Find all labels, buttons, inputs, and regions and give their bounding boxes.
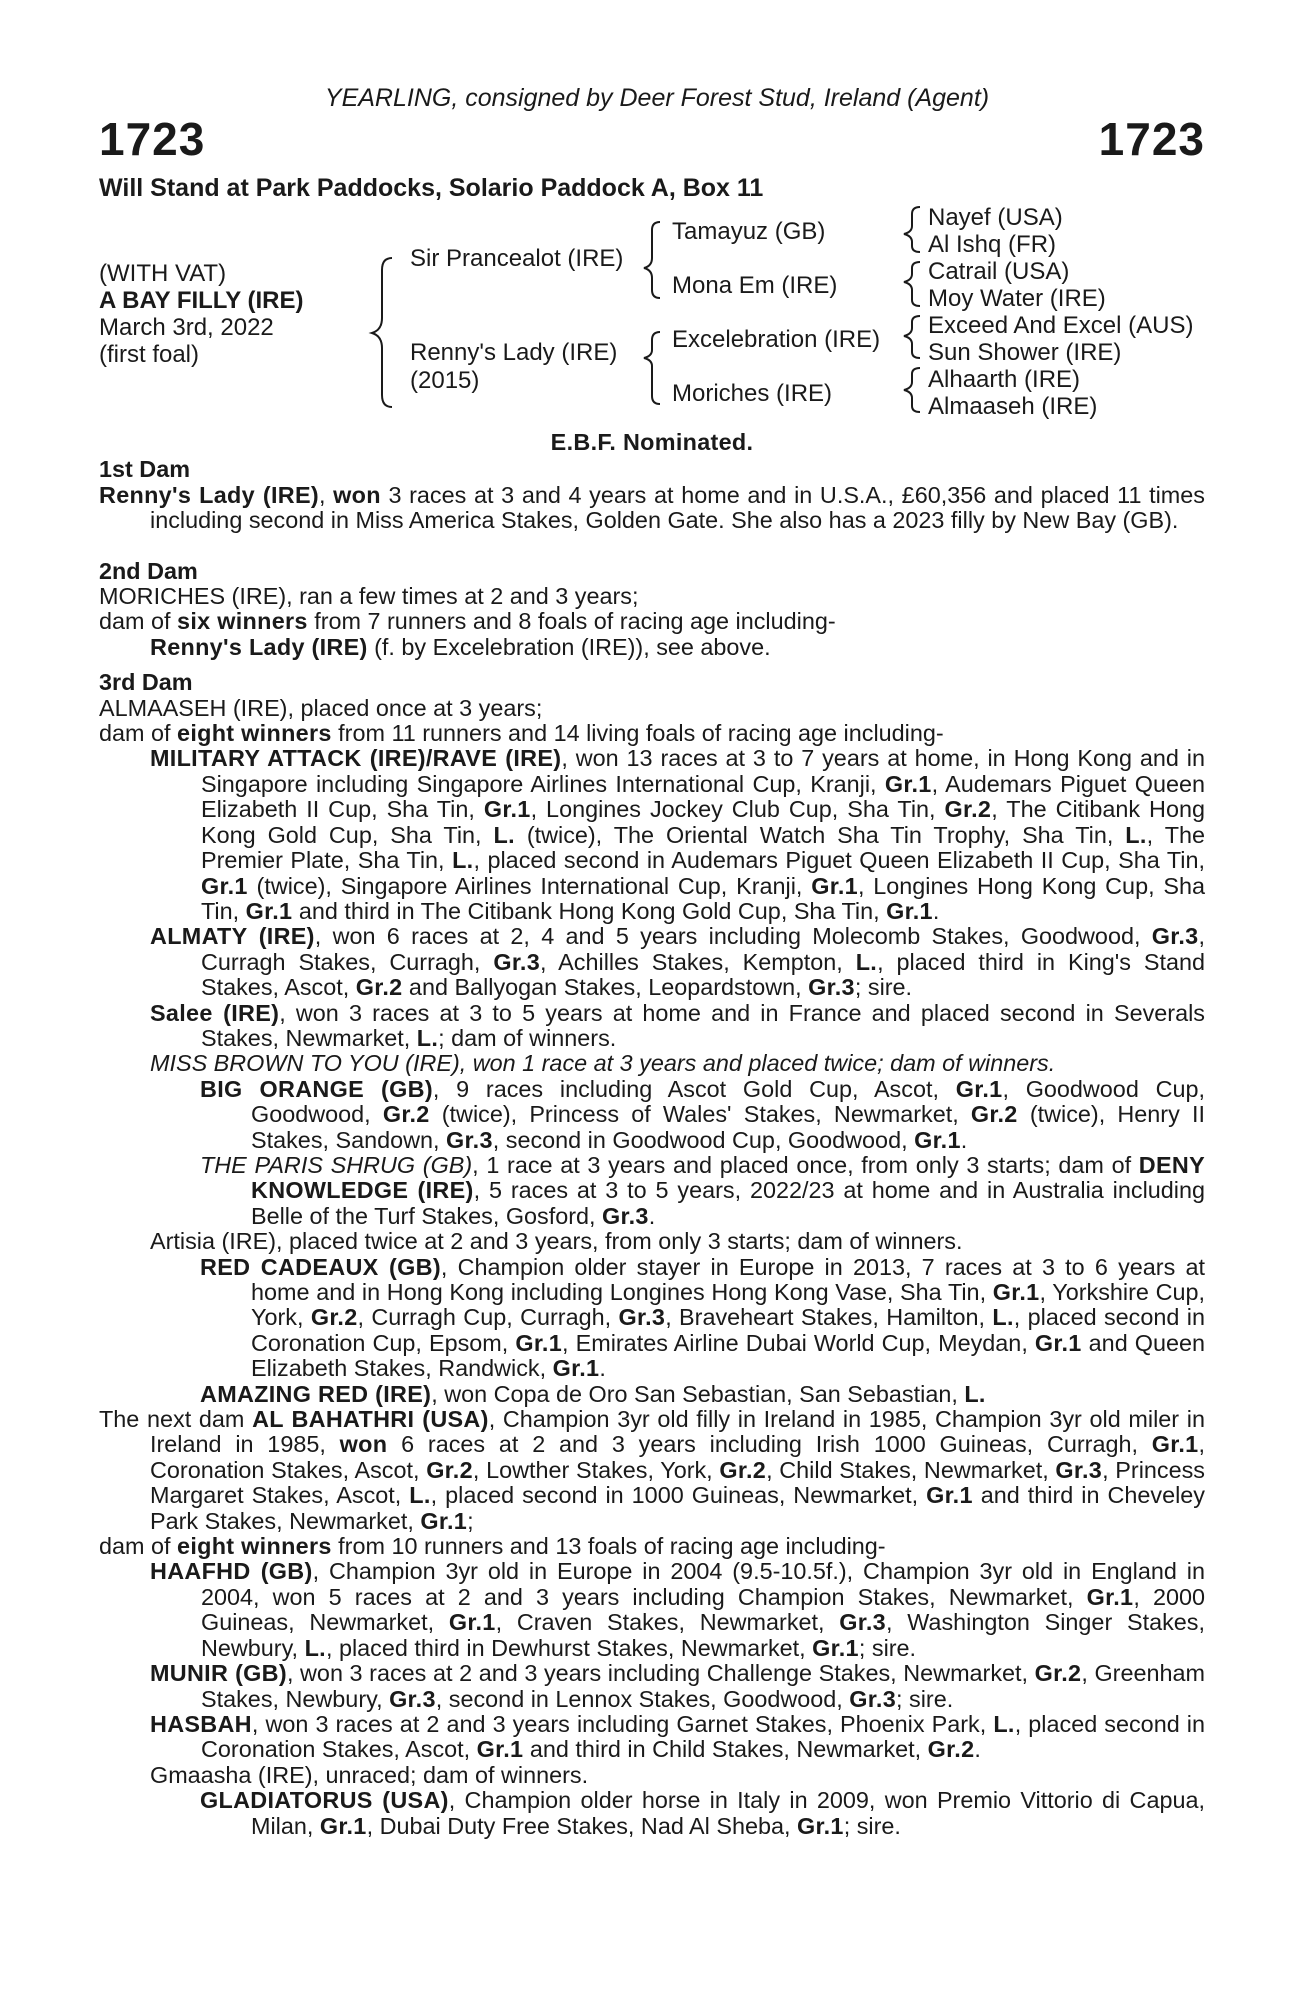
bold-text: Gr.2 [426, 1456, 473, 1483]
text-run: and third in The Citibank Hong Kong Gold Cup, Sha Tin, [292, 897, 887, 924]
bold-text: Gr.1 [886, 897, 933, 924]
bold-text: L. [992, 1304, 1014, 1331]
consignment-subtitle: YEARLING, consigned by Deer Forest Stud, Ireland (Agent) [324, 84, 990, 112]
text-run: and third in Cheveley Park Stakes, Newmarket, [150, 1482, 1205, 1534]
bold-text: DENY KNOWLEDGE (IRE) [251, 1151, 1205, 1204]
paragraph [99, 1229, 1205, 1254]
text-run: THE PARIS SHRUG (GB) [200, 1151, 473, 1178]
text-run: , Greenham Stakes, Newbury, [201, 1660, 1205, 1712]
text-run: , Coronation Stakes, Ascot, [150, 1431, 1205, 1483]
bold-text: Gr.1 [1086, 1583, 1134, 1610]
text-run: , Child Stakes, Newmarket, [766, 1456, 1056, 1483]
text-run: dam of [99, 608, 178, 635]
lot-number-left: 1723 [99, 113, 206, 165]
paragraph [99, 483, 1205, 534]
paragraph [99, 635, 1205, 660]
sire-dam: Mona Em (IRE) [672, 272, 838, 299]
bold-text: Gr.1 [1034, 1329, 1082, 1356]
dam-year: (2015) [410, 367, 480, 394]
text-run: (twice), Singapore Airlines International Cup, Kranji, [247, 872, 812, 899]
paragraph [99, 1534, 1205, 1559]
bold-text: Gr.1 [1151, 1431, 1199, 1458]
bold-text: Gr.2 [719, 1456, 767, 1483]
text-run: , placed second in Coronation Cup, Epsom, [251, 1304, 1205, 1356]
bold-text: RED CADEAUX (GB) [200, 1253, 441, 1280]
text-run: , Dubai Duty Free Stakes, Nad Al Sheba, [366, 1812, 797, 1839]
bold-text: Gr.2 [927, 1736, 975, 1763]
bold-text: Gr.1 [552, 1355, 600, 1382]
bold-text: won [333, 481, 381, 508]
bold-text: L. [416, 1024, 439, 1051]
text-run: , placed second in Coronation Stakes, Ascot, [201, 1710, 1205, 1763]
paragraph [99, 1763, 1205, 1788]
dam-sire: Excelebration (IRE) [672, 326, 881, 353]
bold-text: won [339, 1431, 388, 1458]
text-run: , second in Goodwood Cup, Goodwood, [492, 1126, 915, 1153]
text-run: 3 races at 3 and 4 years at home and in U.S.A., £60,356 and placed 11 times including second in Miss America Stakes, Golden Gate. She also has a 2023 filly by New Bay (GB). [150, 481, 1206, 534]
paragraph [99, 1255, 1205, 1382]
text-run: , won Copa de Oro San Sebastian, San Sebastian, [431, 1380, 965, 1407]
text-run: , second in Lennox Stakes, Goodwood, [435, 1685, 850, 1712]
text-run: from 11 runners and 14 living foals of racing age including- [331, 720, 944, 747]
text-run: , placed second in Audemars Piguet Queen Elizabeth II Cup, Sha Tin, [473, 847, 1205, 874]
bold-text: Gr.3 [1151, 923, 1199, 950]
catalogue-body [99, 430, 1205, 1839]
sire-dam-dam: Moy Water (IRE) [928, 285, 1106, 312]
bold-text: Gr.3 [1055, 1456, 1103, 1483]
text-run: . [648, 1202, 656, 1229]
bold-text: Gr.3 [493, 948, 541, 975]
text-run: , Longines Hong Kong Cup, Sha Tin, [201, 872, 1205, 924]
text-run: , placed third in Dewhurst Stakes, Newmarket, [325, 1634, 813, 1661]
paragraph [99, 1661, 1205, 1712]
text-run: , Audemars Piguet Queen Elizabeth II Cup, Sha Tin, [201, 770, 1205, 823]
vat-note: (WITH VAT) [99, 260, 227, 287]
bold-text: Renny's Lady (IRE) [150, 633, 368, 660]
text-run: ; [467, 1507, 474, 1534]
bold-text: AL BAHATHRI (USA) [252, 1406, 489, 1433]
sire: Sir Prancealot (IRE) [410, 245, 624, 272]
foaling-date: March 3rd, 2022 [99, 314, 274, 341]
bold-text: Gr.2 [355, 974, 403, 1001]
dam-dam-sire: Alhaarth (IRE) [928, 366, 1081, 393]
section-heading-1st-dam: 1st Dam [99, 456, 191, 483]
text-run: , Champion 3yr old in Europe in 2004 (9.5-10.5f.), Champion 3yr old in England in 2004, won 5 races at 2 and 3 years including Champion Stakes, Newmarket, [201, 1558, 1205, 1610]
bold-text: AMAZING RED (IRE) [200, 1380, 432, 1407]
text-run: , won 6 races at 2, 4 and 5 years including Molecomb Stakes, Goodwood, [314, 923, 1152, 950]
paragraph [99, 1559, 1205, 1661]
text-run: The next dam [99, 1406, 253, 1433]
text-run: (f. by Excelebration (IRE)), see above. [367, 633, 771, 660]
paragraph [99, 1077, 1205, 1153]
text-run: , Braveheart Stakes, Hamilton, [665, 1304, 993, 1331]
bold-text: L. [855, 948, 878, 975]
bold-text: L. [452, 847, 474, 874]
text-run: , won 3 races at 2 and 3 years including Garnet Stakes, Phoenix Park, [251, 1710, 994, 1737]
paragraph [99, 1153, 1205, 1229]
text-run: MORICHES (IRE), ran a few times at 2 and 3 years; [99, 583, 639, 610]
text-run: , Curragh Cup, Curragh, [357, 1304, 619, 1331]
text-run: and third in Child Stakes, Newmarket, [523, 1736, 928, 1763]
text-run: , 2000 Guineas, Newmarket, [201, 1583, 1205, 1636]
bold-text: L. [493, 821, 515, 848]
bold-text: HAAFHD (GB) [150, 1558, 313, 1585]
bold-text: GLADIATORUS (USA) [200, 1787, 449, 1814]
text-run: , Longines Jockey Club Cup, Sha Tin, [530, 796, 945, 823]
text-run: , Craven Stakes, Newmarket, [495, 1609, 840, 1636]
paragraph [99, 721, 1205, 746]
text-run: , 5 races at 3 to 5 years, 2022/23 at home and in Australia including Belle of the Turf Stakes, Gosford, [251, 1177, 1205, 1229]
bold-text: Gr.1 [884, 770, 932, 797]
sire-dam-sire: Catrail (USA) [928, 258, 1070, 285]
text-run: , Goodwood Cup, Goodwood, [251, 1075, 1205, 1128]
paragraph [99, 1051, 1205, 1076]
bold-text: Gr.2 [310, 1304, 358, 1331]
bold-text: Gr.1 [812, 1634, 859, 1661]
text-run: from 7 runners and 8 foals of racing age including- [307, 608, 836, 635]
text-run: ; sire. [854, 974, 913, 1001]
bold-text: Gr.3 [849, 1685, 897, 1712]
bold-text: Gr.1 [483, 796, 531, 823]
bold-text: six winners [177, 608, 308, 635]
text-run: , 9 races including Ascot Gold Cup, Ascot, [432, 1075, 956, 1102]
bold-text: Gr.1 [811, 872, 858, 899]
bold-text: Renny's Lady (IRE) [99, 481, 319, 508]
bold-text: Gr.3 [389, 1685, 436, 1712]
text-run: , Lowther Stakes, York, [472, 1456, 720, 1483]
text-run: , won 13 races at 3 to 7 years at home, in Hong Kong and in Singapore including Singapore Airlines International Cup, Kranji, [201, 745, 1206, 797]
bold-text: eight winners [177, 1533, 332, 1560]
bold-text: Gr.2 [1034, 1660, 1082, 1687]
foal-note: (first foal) [99, 341, 200, 368]
sire-sire: Tamayuz (GB) [672, 218, 826, 245]
text-run: , [318, 481, 334, 508]
bold-text: BIG ORANGE (GB) [200, 1075, 433, 1102]
text-run: 6 races at 2 and 3 years including Irish 1000 Guineas, Curragh, [387, 1431, 1152, 1458]
paragraph [99, 584, 1205, 609]
bold-text: Salee (IRE) [150, 999, 280, 1026]
bold-text: Gr.3 [808, 974, 855, 1001]
paragraph [99, 696, 1205, 721]
bold-text: Gr.1 [420, 1507, 468, 1534]
bold-text: HASBAH [150, 1710, 252, 1737]
text-run: and Queen Elizabeth Stakes, Randwick, [251, 1329, 1205, 1382]
text-run: , Princess Margaret Stakes, Ascot, [150, 1456, 1205, 1509]
nomination-note: E.B.F. Nominated. [550, 429, 754, 455]
paragraph [99, 1788, 1205, 1839]
horse-name: A BAY FILLY (IRE) [99, 287, 304, 314]
bold-text: Gr.3 [446, 1126, 493, 1153]
bold-text: Gr.1 [926, 1482, 973, 1509]
text-run: . [932, 897, 940, 924]
bold-text: L. [993, 1710, 1015, 1737]
dam-sire-sire: Exceed And Excel (AUS) [928, 312, 1194, 339]
paragraph [99, 1382, 1205, 1407]
bold-text: Gr.1 [515, 1329, 563, 1356]
bold-text: Gr.1 [796, 1812, 844, 1839]
sire-sire-dam: Al Ishq (FR) [928, 231, 1057, 258]
text-run: , won 3 races at 2 and 3 years including Challenge Stakes, Newmarket, [286, 1660, 1035, 1687]
bold-text: Gr.1 [476, 1736, 524, 1763]
dam-dam-dam: Almaaseh (IRE) [928, 393, 1098, 420]
text-run: , Achilles Stakes, Kempton, [540, 948, 856, 975]
text-run: . [960, 1126, 968, 1153]
bold-text: Gr.3 [602, 1202, 649, 1229]
text-run: , 1 race at 3 years and placed once, from only 3 starts; dam of [472, 1151, 1139, 1178]
paragraph [99, 1407, 1205, 1534]
bold-text: Gr.1 [201, 872, 248, 899]
text-run: , Curragh Stakes, Curragh, [201, 923, 1205, 975]
text-run: dam of [99, 720, 178, 747]
text-run: MISS BROWN TO YOU (IRE) [150, 1050, 460, 1077]
bold-text: MUNIR (GB) [150, 1660, 287, 1687]
text-run: , placed third in King's Stand Stakes, Ascot, [201, 948, 1206, 1001]
bold-text: Gr.1 [992, 1279, 1040, 1305]
dam-sire-dam: Sun Shower (IRE) [928, 339, 1122, 366]
bold-text: eight winners [177, 720, 332, 747]
text-run: , placed second in 1000 Guineas, Newmarket, [430, 1482, 927, 1509]
paragraph [99, 1712, 1205, 1763]
text-run: , Emirates Airline Dubai World Cup, Meydan, [562, 1329, 1035, 1356]
text-run: and Ballyogan Stakes, Leopardstown, [402, 974, 809, 1001]
text-run: , The Premier Plate, Sha Tin, [201, 821, 1205, 874]
dam-dam: Moriches (IRE) [672, 380, 833, 407]
bold-text: Gr.2 [970, 1101, 1018, 1128]
text-run: , Champion older horse in Italy in 2009, won Premio Vittorio di Capua, Milan, [251, 1787, 1205, 1839]
text-run: dam of [99, 1533, 178, 1560]
text-run: , Champion 3yr old filly in Ireland in 1985, Champion 3yr old miler in Ireland in 1985, [150, 1406, 1205, 1458]
text-run: , Champion older stayer in Europe in 2013, 7 races at 3 to 6 years at home and in Hong Kong including Longines Hong Kong Vase, Sha Tin, [251, 1253, 1205, 1305]
text-run: from 10 runners and 13 foals of racing age including- [331, 1533, 886, 1560]
bold-text: L. [1125, 821, 1147, 848]
text-run: . [599, 1355, 606, 1382]
bold-text: Gr.3 [618, 1304, 666, 1331]
bold-text: Gr.1 [319, 1812, 367, 1839]
text-run: , Washington Singer Stakes, Newbury, [201, 1609, 1205, 1661]
text-run: , The Citibank Hong Kong Gold Cup, Sha Tin, [201, 796, 1205, 848]
text-run: , Yorkshire Cup, York, [251, 1279, 1205, 1331]
text-run: , won 1 race at 3 years and placed twice; dam of winners. [459, 1050, 1056, 1077]
text-run: , won 3 races at 3 to 5 years at home and in France and placed second in Severals Stakes, Newmarket, [201, 999, 1205, 1051]
bold-text: L. [304, 1634, 326, 1661]
section-heading-2nd-dam: 2nd Dam [99, 557, 198, 584]
bold-text: L. [409, 1482, 431, 1509]
text-run: Artisia (IRE), placed twice at 2 and 3 years, from only 3 starts; dam of winners. [150, 1228, 963, 1255]
bold-text: Gr.1 [448, 1609, 496, 1636]
text-run: ; sire. [858, 1634, 917, 1661]
bold-text: ALMATY (IRE) [150, 923, 315, 950]
bold-text: Gr.3 [839, 1609, 886, 1636]
sire-sire-sire: Nayef (USA) [928, 204, 1063, 231]
lot-number-right: 1723 [1098, 113, 1205, 165]
text-run: ; sire. [896, 1685, 954, 1712]
section-heading-3rd-dam: 3rd Dam [99, 669, 193, 696]
text-run: (twice), Princess of Wales' Stakes, Newmarket, [429, 1101, 971, 1128]
paragraph [99, 1001, 1205, 1052]
text-run: ; sire. [843, 1812, 901, 1839]
text-run: (twice), The Oriental Watch Sha Tin Trophy, Sha Tin, [514, 821, 1126, 848]
bold-text: Gr.2 [382, 1101, 430, 1128]
bold-text: Gr.1 [914, 1126, 961, 1153]
bold-text: L. [964, 1380, 986, 1407]
text-run: (twice), Henry II Stakes, Sandown, [251, 1101, 1205, 1153]
text-run: . [974, 1736, 981, 1763]
bold-text: Gr.1 [245, 897, 293, 924]
paragraph [99, 746, 1205, 924]
bold-text: Gr.2 [944, 796, 992, 823]
paragraph [99, 609, 1205, 634]
text-run: Gmaasha (IRE), unraced; dam of winners. [150, 1761, 589, 1788]
stand-location: Will Stand at Park Paddocks, Solario Paddock A, Box 11 [99, 174, 764, 202]
bold-text: Gr.1 [955, 1075, 1003, 1102]
bold-text: MILITARY ATTACK (IRE)/RAVE (IRE) [150, 745, 562, 772]
dam: Renny's Lady (IRE) [410, 339, 618, 366]
paragraph [99, 924, 1205, 1000]
text-run: ALMAASEH (IRE), placed once at 3 years; [99, 694, 543, 721]
text-run: ; dam of winners. [438, 1024, 617, 1051]
